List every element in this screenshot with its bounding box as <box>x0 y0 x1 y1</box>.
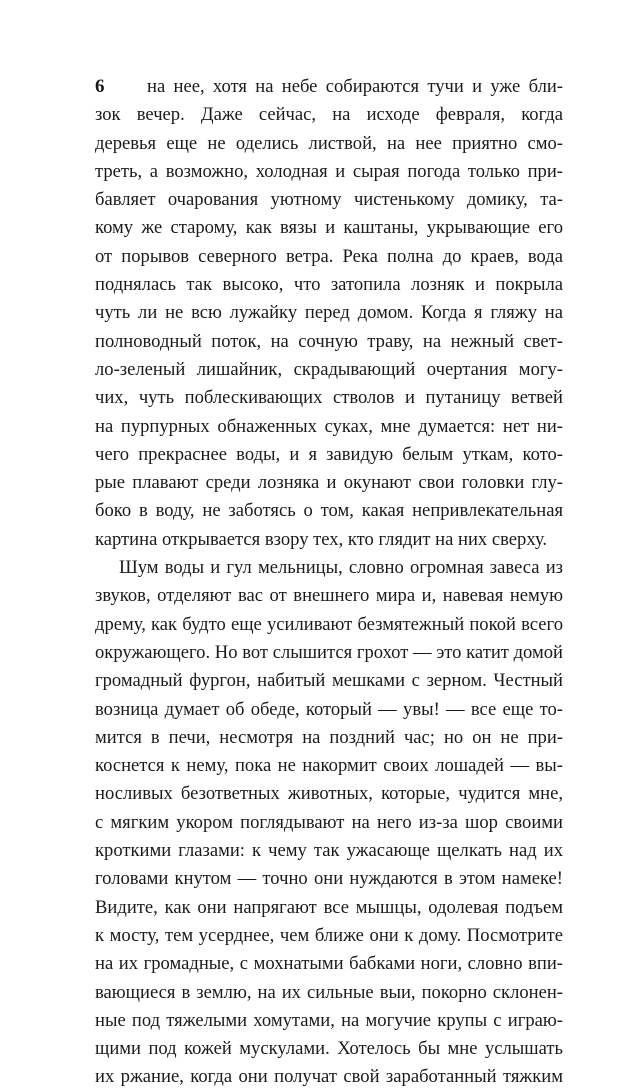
text-line: носливых безответных животных, которые, чудится мне, <box>95 783 563 805</box>
text-line: полноводный поток, на сочную траву, на нежный свет- <box>95 330 563 352</box>
page-number: 6 <box>95 76 105 97</box>
text-line: боко в воду, не заботясь о том, какая непривлекательная <box>95 500 563 522</box>
body-text <box>95 73 563 1092</box>
text-line: на пурпурных обнаженных суках, мне думается: нет ни- <box>95 415 563 437</box>
text-line: на их громадные, с мохнатыми бабками ноги, словно впи- <box>95 953 563 975</box>
text-line: коснется к нему, пока не накормит своих лошадей — вы- <box>95 755 563 777</box>
text-line: Шум воды и гул мельницы, словно огромная завеса из <box>119 557 563 579</box>
text-line: к мосту, тем усерднее, чем ближе они к дому. Посмотрите <box>95 924 563 946</box>
text-line: ные под тяжелыми хомутами, на могучие крупы с играю- <box>95 1009 563 1031</box>
text-line: деревья еще не оделись листвой, на нее приятно смо- <box>95 132 563 154</box>
text-line: мится в печи, несмотря на поздний час; но он не при- <box>95 726 563 748</box>
text-line: от порывов северного ветра. Река полна до краев, вода <box>95 245 563 267</box>
text-line: чих, чуть поблескивающих стволов и путаницу ветвей <box>95 387 563 409</box>
text-line: возница думает об обеде, который — увы! — все еще то- <box>95 698 563 720</box>
text-line: кому же старому, как вязы и каштаны, укрывающие его <box>95 217 563 239</box>
text-line: с мягким укором поглядывают на него из-за шор своими <box>95 811 563 833</box>
text-line: чего прекраснее воды, и я завидую белым уткам, кото- <box>95 443 563 465</box>
text-line: ло-зеленый лишайник, скрадывающий очертания могу- <box>95 358 563 380</box>
text-line: бавляет очарования уютному чистенькому домику, та- <box>95 189 563 211</box>
text-line: поднялась так высоко, что затопила лозняк и покрыла <box>95 274 563 296</box>
text-line: вающиеся в землю, на их сильные выи, покорно склонен- <box>95 981 563 1003</box>
text-line: треть, а возможно, холодная и сырая погода только при- <box>95 160 563 182</box>
text-line: чуть ли не всю лужайку перед домом. Когда я гляжу на <box>95 302 563 324</box>
text-line: головами кнутом — точно они нуждаются в этом намеке! <box>95 868 563 890</box>
text-line: окружающего. Но вот слышится грохот — это катит домой <box>95 641 563 663</box>
text-line: громадный фургон, набитый мешками с зерном. Честный <box>95 670 563 692</box>
text-line: звуков, отделяют вас от внешнего мира и, навевая немую <box>95 585 563 607</box>
text-line: картина открывается взору тех, кто глядит на них сверху. <box>95 528 548 550</box>
text-line: их ржание, когда они получат свой заработанный тяжким <box>95 1066 563 1088</box>
text-line: кроткими глазами: к чему так ужасающе щелкать над их <box>95 840 563 862</box>
text-line: щими под кожей мускулами. Хотелось бы мне услышать <box>95 1038 563 1060</box>
text-line: на нее, хотя на небе собираются тучи и уже бли- <box>147 76 563 97</box>
text-line: зок вечер. Даже сейчас, на исходе февраля, когда <box>95 104 563 126</box>
text-line: рые плавают среди лозняка и окунают свои головки глу- <box>95 472 563 494</box>
text-line: Видите, как они напрягают все мышцы, одолевая подъем <box>95 896 563 918</box>
text-line: дрему, как будто еще усиливают безмятежный покой всего <box>95 613 563 635</box>
